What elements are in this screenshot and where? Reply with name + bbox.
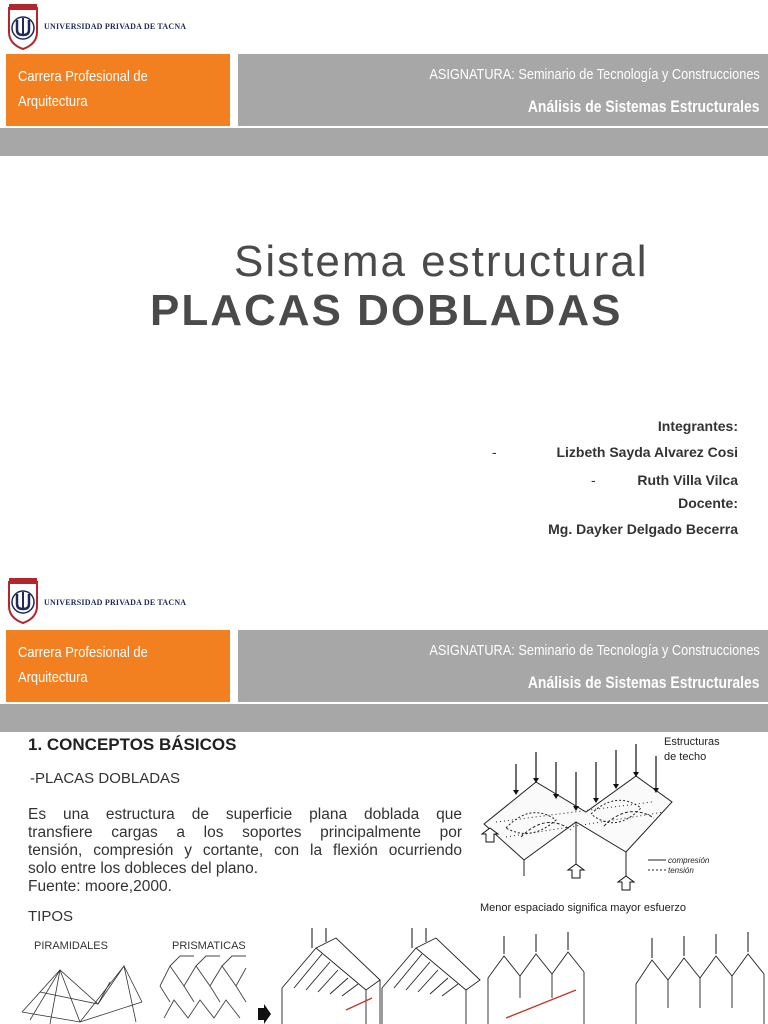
subject-box	[238, 54, 768, 126]
slide-concepts	[0, 572, 768, 1024]
subject-label: ASIGNATURA: Seminario de Tecnología y Construcciones	[429, 642, 760, 659]
member-1: Lizbeth Sayda Alvarez Cosi	[556, 444, 738, 460]
header-stripe	[0, 704, 768, 732]
subject-label: ASIGNATURA: Seminario de Tecnología y Construcciones	[429, 66, 760, 83]
teacher-label: Docente:	[678, 495, 738, 511]
type-prismatic-label: PRISMATICAS	[172, 940, 246, 952]
section-subheading: -PLACAS DOBLADAS	[30, 770, 181, 787]
pyramidal-fold-sketch	[20, 952, 144, 1024]
university-name: UNIVERSIDAD PRIVADA DE TACNA	[44, 22, 187, 31]
career-line-2: Arquitectura	[18, 669, 88, 686]
type-pyramidal-label: PIRAMIDALES	[34, 940, 108, 952]
members-label: Integrantes:	[657, 418, 738, 434]
paragraph-line: transfiere cargas a los soportes principalmente por	[28, 824, 462, 841]
paragraph-line: Fuente: moore,2000.	[28, 878, 172, 895]
legend-tension: tensión	[668, 866, 694, 875]
section-heading: 1. CONCEPTOS BÁSICOS	[28, 735, 237, 754]
dash-1: -	[492, 444, 497, 460]
course-title: Análisis de Sistemas Estructurales	[528, 673, 760, 692]
figure-caption-line-1: Estructuras	[664, 736, 720, 748]
figure-caption-line-2: de techo	[664, 751, 707, 763]
university-crest-icon	[5, 576, 41, 624]
career-line-2: Arquitectura	[18, 93, 88, 110]
dash-2: -	[591, 472, 596, 488]
paragraph-line: solo entre los dobleces del plano.	[28, 860, 259, 877]
header-stripe	[0, 128, 768, 156]
teacher-name: Mg. Dayker Delgado Becerra	[548, 521, 738, 537]
subject-box	[238, 630, 768, 702]
course-title: Análisis de Sistemas Estructurales	[528, 97, 760, 116]
university-name: UNIVERSIDAD PRIVADA DE TACNA	[44, 598, 187, 607]
title-line-1: Sistema estructural	[234, 237, 649, 286]
stress-note: Menor espaciado significa mayor esfuerzo	[480, 902, 687, 914]
member-2: Ruth Villa Vilca	[637, 472, 738, 488]
prismatic-fold-sketch	[150, 952, 250, 1024]
paragraph-line: Es una estructura de superficie plana doblada que	[28, 806, 462, 823]
career-line-1: Carrera Profesional de	[18, 644, 148, 661]
folded-roof-sketches	[276, 928, 768, 1024]
slide-gap	[0, 556, 768, 572]
arrow-right-icon	[256, 1004, 272, 1024]
roof-structure-drawing	[476, 742, 676, 892]
paragraph-line: tensión, compresión y cortante, con la flexión ocurriendo	[28, 842, 462, 859]
career-box	[6, 630, 230, 702]
title-line-2: PLACAS DOBLADAS	[150, 286, 623, 335]
career-box	[6, 54, 230, 126]
definition-paragraph	[28, 806, 462, 896]
career-line-1: Carrera Profesional de	[18, 68, 148, 85]
legend-compression: compresión	[668, 856, 710, 865]
university-crest-icon	[5, 2, 41, 50]
types-label: TIPOS	[28, 908, 74, 925]
